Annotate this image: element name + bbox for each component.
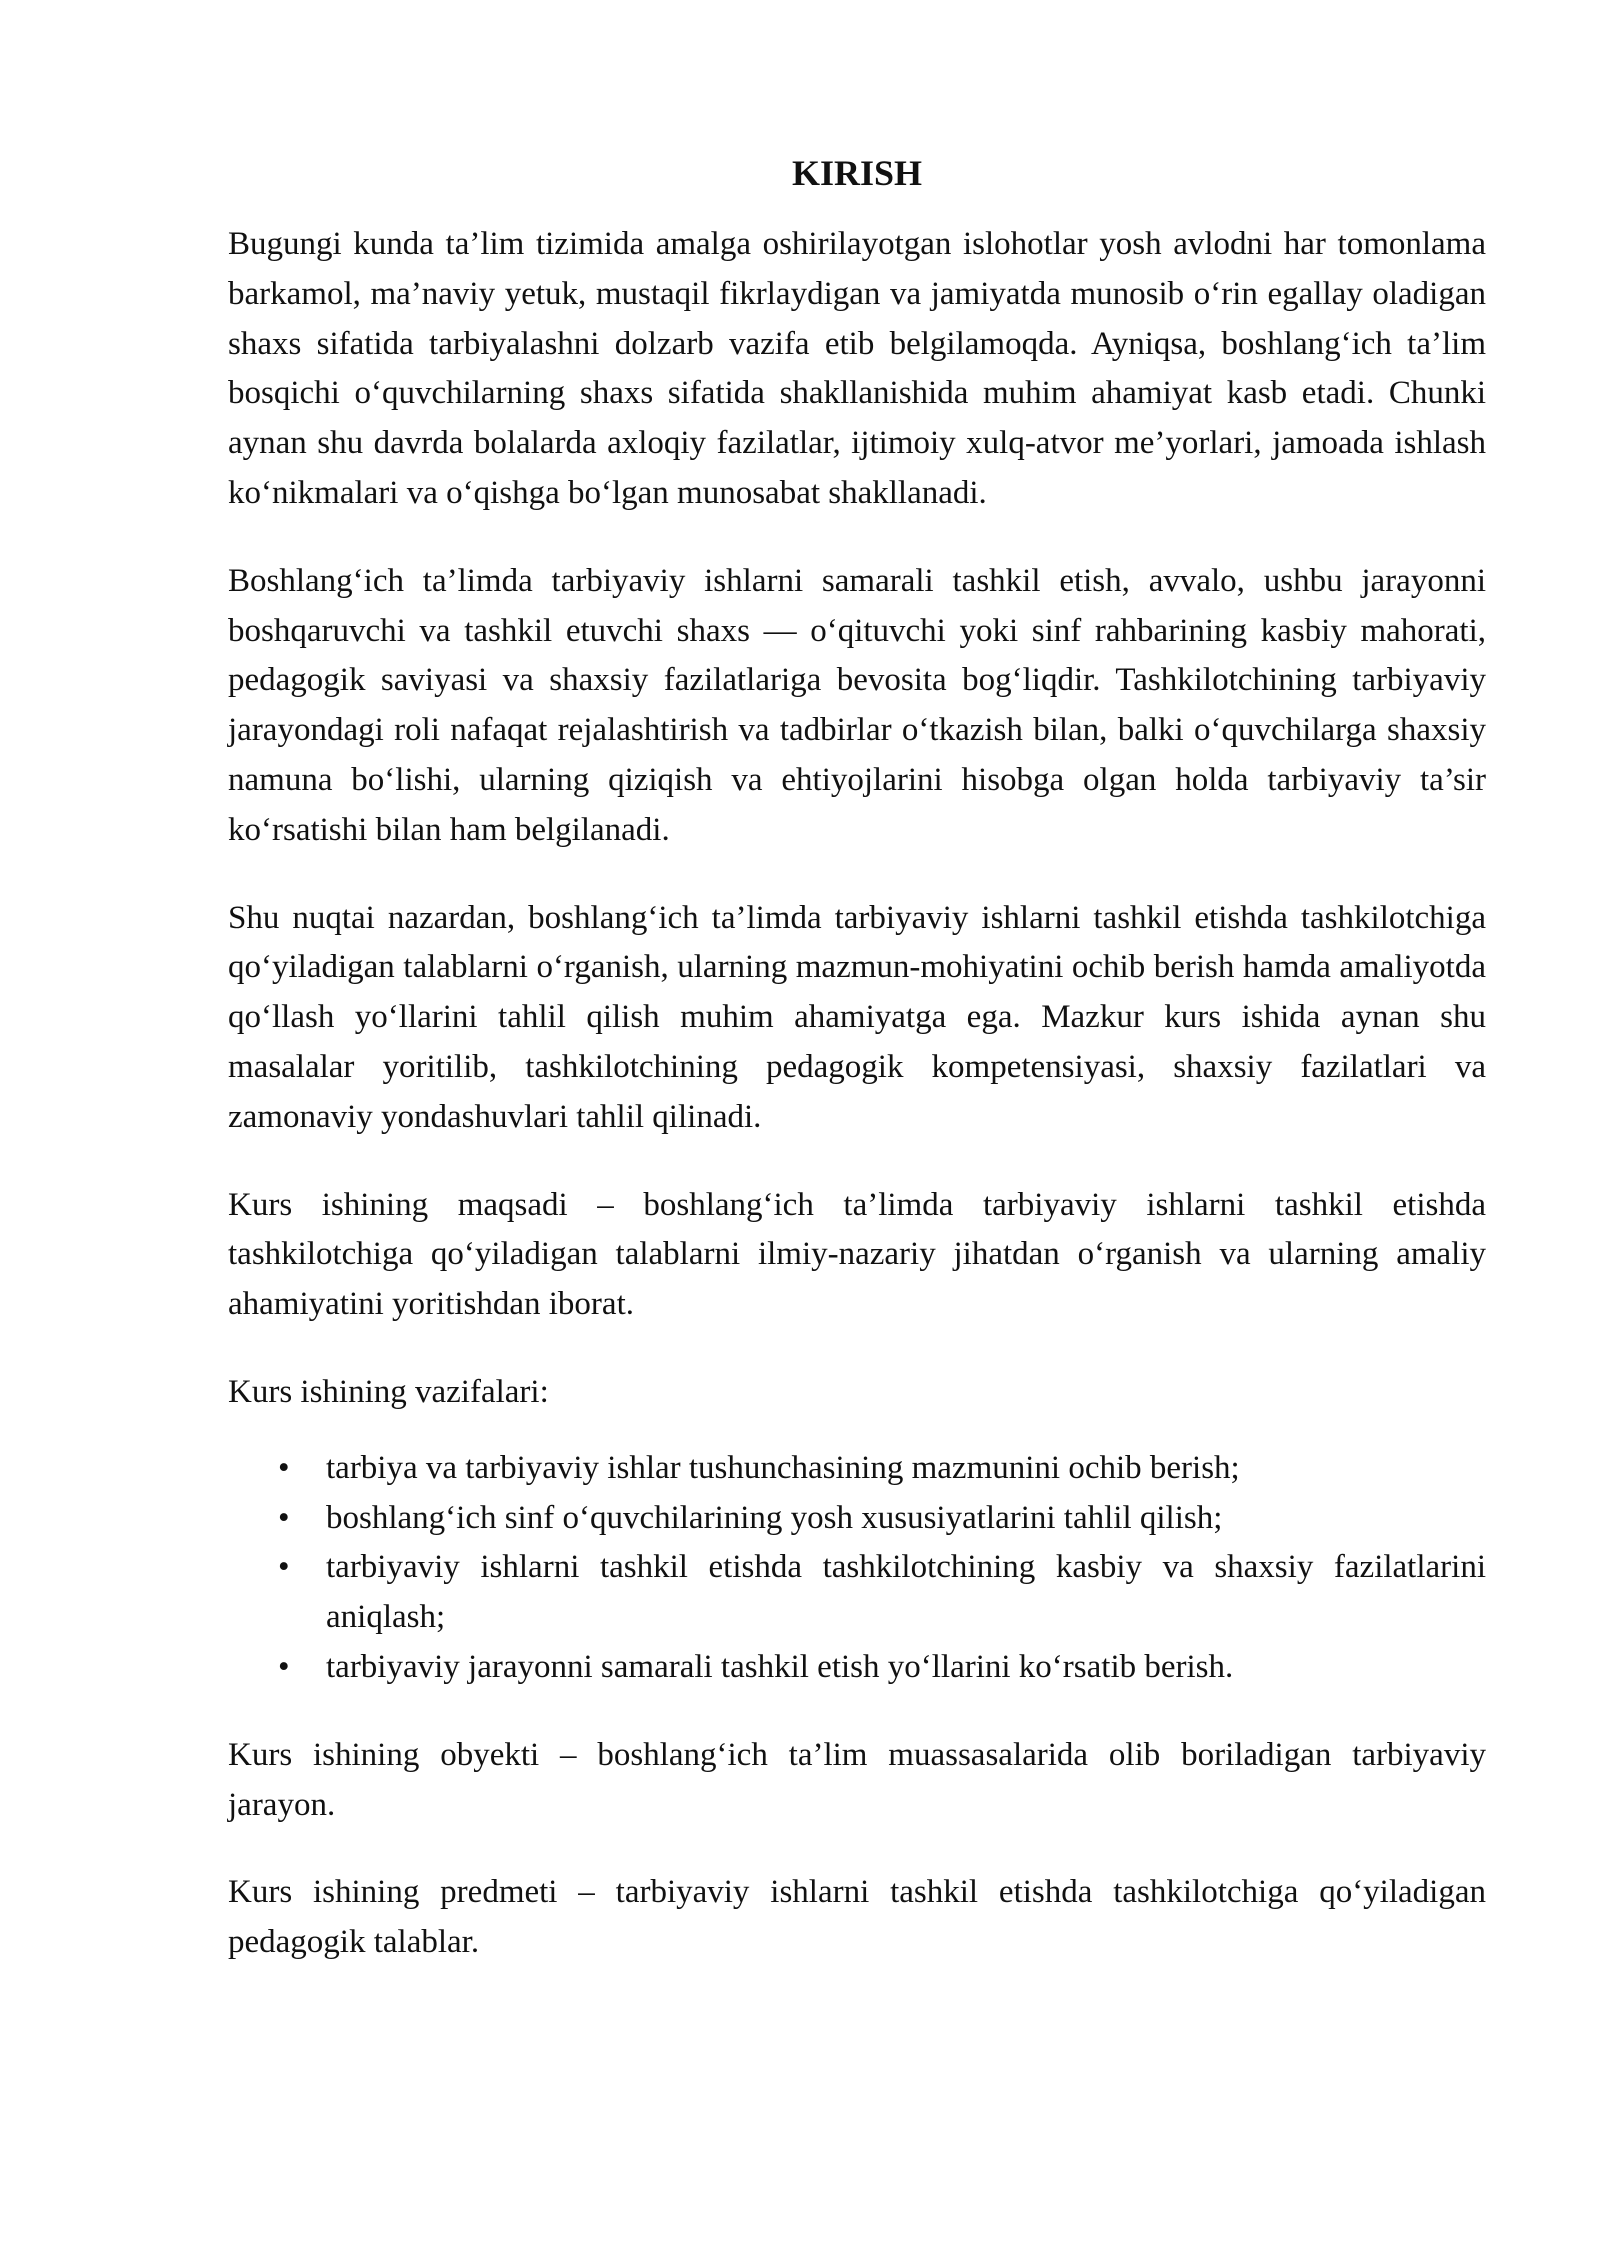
- tasks-list: [228, 1444, 1486, 1693]
- list-item-text: tarbiyaviy jarayonni samarali tashkil etish yo‘llarini ko‘rsatib berish.: [326, 1648, 1234, 1685]
- paragraph-object: Kurs ishining obyekti – boshlang‘ich ta’lim muassasalarida olib boriladigan tarbiyaviy jarayon.: [228, 1736, 1486, 1823]
- paragraph-organizer-role: Boshlang‘ich ta’limda tarbiyaviy ishlarni samarali tashkil etish, avvalo, ushbu jarayonni boshqaruvchi va tashkil etuvchi shaxs — o‘qituvchi yoki sinf rahbarining kasbiy mahorati, pedagogik saviyasi va shaxsiy fazilatlariga bevosita bog‘liqdir. Tashkilotchining tarbiyaviy jarayondagi roli nafaqat rejalashtirish va tadbirlar o‘tkazish bilan, balki o‘quvchilarga shaxsiy namuna bo‘lishi, ularning qiziqish va ehtiyojlarini hisobga olgan holda tarbiyaviy ta’sir ko‘rsatishi bilan ham belgilanadi.: [228, 562, 1486, 848]
- paragraph-relevance: Shu nuqtai nazardan, boshlang‘ich ta’limda tarbiyaviy ishlarni tashkil etishda tashkilotchiga qo‘yiladigan talablarni o‘rganish, ularning mazmun-mohiyatini ochib berish hamda amaliyotda qo‘llash yo‘llarini tahlil qilish muhim ahamiyatga ega. Mazkur kurs ishida aynan shu masalalar yoritilib, tashkilotchining pedagogik kompetensiyasi, shaxsiy fazilatlari va zamonaviy yondashuvlari tahlil qilinadi.: [228, 899, 1486, 1135]
- paragraph-subject: Kurs ishining predmeti – tarbiyaviy ishlarni tashkil etishda tashkilotchiga qo‘yiladigan pedagogik talablar.: [228, 1874, 1486, 1961]
- paragraph-tasks-heading: Kurs ishining vazifalari:: [228, 1373, 549, 1410]
- paragraph-goal: Kurs ishining maqsadi – boshlang‘ich ta’limda tarbiyaviy ishlarni tashkil etishda tashkilotchiga qo‘yiladigan talablarni ilmiy-nazariy jihatdan o‘rganish va ularning amaliy ahamiyatini yoritishdan iborat.: [228, 1186, 1486, 1323]
- bullet-icon: •: [278, 1449, 290, 1486]
- list-item: [228, 1444, 1486, 1494]
- list-item: [228, 1543, 1486, 1643]
- document-title: KIRISH: [791, 153, 923, 193]
- document-page: [228, 148, 1486, 2006]
- list-item: [228, 1494, 1486, 1544]
- bullet-icon: •: [278, 1499, 290, 1536]
- list-item-text: tarbiyaviy ishlarni tashkil etishda tashkilotchining kasbiy va shaxsiy fazilatlarini aniqlash;: [326, 1549, 1486, 1636]
- bullet-icon: •: [278, 1549, 290, 1586]
- paragraph-introduction: Bugungi kunda ta’lim tizimida amalga oshirilayotgan islohotlar yosh avlodni har tomonlama barkamol, ma’naviy yetuk, mustaqil fikrlaydigan va jamiyatda munosib o‘rin egallay oladigan shaxs sifatida tarbiyalashni dolzarb vazifa etib belgilamoqda. Ayniqsa, boshlang‘ich ta’lim bosqichi o‘quvchilarning shaxs sifatida shakllanishida muhim ahamiyat kasb etadi. Chunki aynan shu davrda bolalarda axloqiy fazilatlar, ijtimoiy xulq-atvor me’yorlari, jamoada ishlash ko‘nikmalari va o‘qishga bo‘lgan munosabat shakllanadi.: [228, 226, 1486, 511]
- bullet-icon: •: [278, 1648, 290, 1685]
- list-item-text: boshlang‘ich sinf o‘quvchilarining yosh xususiyatlarini tahlil qilish;: [326, 1499, 1223, 1536]
- list-item: [228, 1643, 1486, 1693]
- list-item-text: tarbiya va tarbiyaviy ishlar tushunchasining mazmunini ochib berish;: [326, 1449, 1240, 1486]
